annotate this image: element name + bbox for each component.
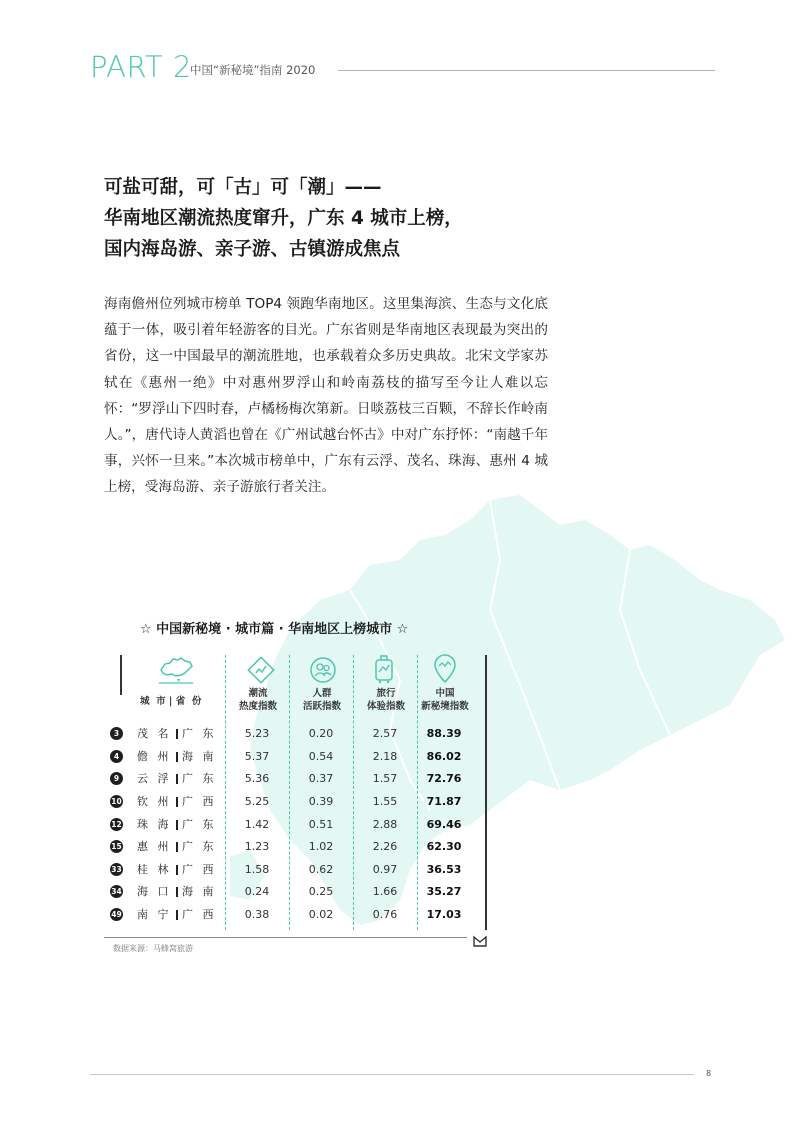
trend-value: 0.24	[244, 885, 270, 898]
province-name: 广 东	[182, 818, 217, 831]
trend-value: 1.23	[244, 840, 270, 853]
trend-index-header: 潮流 热度指数	[238, 688, 277, 712]
table-row	[110, 817, 480, 833]
activity-value: 0.54	[308, 750, 334, 763]
rank-badge: 34	[111, 887, 122, 896]
luggage-icon	[371, 654, 397, 684]
mystery-index-value: 62.30	[426, 840, 462, 853]
mystery-index-value: 69.46	[426, 818, 462, 831]
city-name: 茂 名	[137, 727, 172, 740]
footer-divider	[90, 1074, 694, 1075]
experience-value: 2.88	[372, 818, 398, 831]
separator	[176, 774, 178, 784]
city-name: 桂 林	[137, 863, 172, 876]
heading-line-3: 国内海岛游、亲子游、古镇游成焦点	[104, 239, 401, 260]
experience-value: 2.26	[372, 840, 398, 853]
province-name: 广 西	[182, 908, 217, 921]
experience-value: 0.76	[372, 908, 398, 921]
heading-line-2: 华南地区潮流热度窜升，广东 4 城市上榜，	[104, 208, 463, 229]
table-frame-right	[485, 655, 487, 930]
header-divider	[338, 70, 715, 71]
rank-badge: 9	[110, 772, 123, 785]
experience-value: 2.18	[372, 750, 398, 763]
separator	[176, 797, 178, 807]
experience-value: 0.97	[372, 863, 398, 876]
rank-badge: 10	[111, 797, 122, 806]
experience-value: 2.57	[372, 727, 398, 740]
mystery-index-value: 72.76	[426, 772, 462, 785]
table-row	[110, 749, 480, 765]
page-number: 8	[706, 1069, 712, 1078]
province-name: 广 东	[182, 727, 217, 740]
table-row	[110, 771, 480, 787]
separator	[176, 910, 178, 920]
city-name: 海 口	[137, 885, 172, 898]
body-paragraph: 海南儋州位列城市榜单 TOP4 领跑华南地区。这里集海滨、生态与文化底蕴于一体，吸引着年轻游客的目光。广东省则是华南地区表现最为突出的省份，这一中国最早的潮流胜地，也承载着众多历史典故。北宋文学家苏轼在《惠州一绝》中对惠州罗浮山和岭南荔枝的描写至今让人难以忘怀：“罗浮山下四时春，卢橘杨梅次第新。日啖荔枝三百颗，不辞长作岭南人。”，唐代诗人黄滔也曾在《广州试越台怀古》中对广东抒怀：“南越千年事，兴怀一旦来。”本次城市榜单中，广东有云浮、茂名、珠海、惠州 4 城上榜，受海岛游、亲子游旅行者关注。	[104, 296, 548, 496]
header-title: 中国“新秘境”指南 2020	[190, 63, 316, 77]
province-name: 广 西	[182, 795, 217, 808]
separator	[176, 729, 178, 739]
rank-badge: 33	[111, 865, 122, 874]
page-header	[90, 52, 715, 86]
people-icon	[309, 656, 337, 684]
activity-value: 1.02	[308, 840, 334, 853]
activity-value: 0.02	[308, 908, 334, 921]
table-frame-bottom	[104, 937, 467, 938]
trend-value: 5.25	[244, 795, 270, 808]
mystery-index-value: 86.02	[426, 750, 462, 763]
table-row	[110, 884, 480, 900]
part-label: PART 2	[90, 50, 192, 84]
province-name: 广 东	[182, 840, 217, 853]
mystery-index-value: 88.39	[426, 727, 462, 740]
mafengwo-logo-icon	[472, 933, 488, 949]
trend-value: 5.37	[244, 750, 270, 763]
activity-value: 0.37	[308, 772, 334, 785]
experience-value: 1.55	[372, 795, 398, 808]
activity-value: 0.62	[308, 863, 334, 876]
city-name: 云 浮	[137, 772, 172, 785]
city-name: 惠 州	[137, 840, 172, 853]
city-name: 南 宁	[137, 908, 172, 921]
mystery-index-value: 35.27	[426, 885, 462, 898]
table-row	[110, 839, 480, 855]
separator	[176, 887, 178, 897]
location-pin-icon	[431, 654, 459, 684]
activity-value: 0.51	[308, 818, 334, 831]
activity-value: 0.39	[308, 795, 334, 808]
mystery-index-value: 36.53	[426, 863, 462, 876]
separator	[176, 820, 178, 830]
trend-badge-icon	[247, 656, 275, 684]
separator	[176, 842, 178, 852]
activity-value: 0.25	[308, 885, 334, 898]
rank-badge: 3	[110, 727, 123, 740]
section-heading	[104, 172, 624, 265]
table-row	[110, 794, 480, 810]
city-name: 儋 州	[137, 750, 172, 763]
trend-value: 5.23	[244, 727, 270, 740]
table-row	[110, 726, 480, 742]
table-title: ☆ 中国新秘境 · 城市篇 · 华南地区上榜城市 ☆	[140, 622, 409, 637]
heading-line-1: 可盐可甜，可「古」可「潮」——	[104, 177, 382, 198]
mystery-index-value: 17.03	[426, 908, 462, 921]
mystery-index-header: 中国 新秘境指数	[421, 688, 469, 712]
trend-value: 1.42	[244, 818, 270, 831]
separator	[176, 865, 178, 875]
trend-value: 0.38	[244, 908, 270, 921]
province-name: 广 东	[182, 772, 217, 785]
table-row	[110, 907, 480, 923]
trend-value: 5.36	[244, 772, 270, 785]
activity-value: 0.20	[308, 727, 334, 740]
mystery-index-value: 71.87	[426, 795, 462, 808]
table-row	[110, 862, 480, 878]
province-name: 广 西	[182, 863, 217, 876]
experience-value: 1.66	[372, 885, 398, 898]
rank-badge: 12	[111, 820, 122, 829]
data-source: 数据来源：马蜂窝旅游	[113, 944, 193, 953]
rank-badge: 4	[110, 750, 123, 763]
province-name: 海 南	[182, 750, 217, 763]
rank-badge: 15	[111, 842, 122, 851]
city-province-header: 城 市 | 省 份	[140, 696, 202, 707]
province-name: 海 南	[182, 885, 217, 898]
experience-value: 1.57	[372, 772, 398, 785]
rank-badge: 49	[111, 910, 122, 919]
table-frame-left	[120, 655, 122, 695]
separator	[176, 752, 178, 762]
china-map-icon	[157, 656, 195, 684]
city-name: 钦 州	[137, 795, 172, 808]
city-name: 珠 海	[137, 818, 172, 831]
trend-value: 1.58	[244, 863, 270, 876]
experience-index-header: 旅行 体验指数	[366, 688, 405, 712]
activity-index-header: 人群 活跃指数	[302, 688, 341, 712]
